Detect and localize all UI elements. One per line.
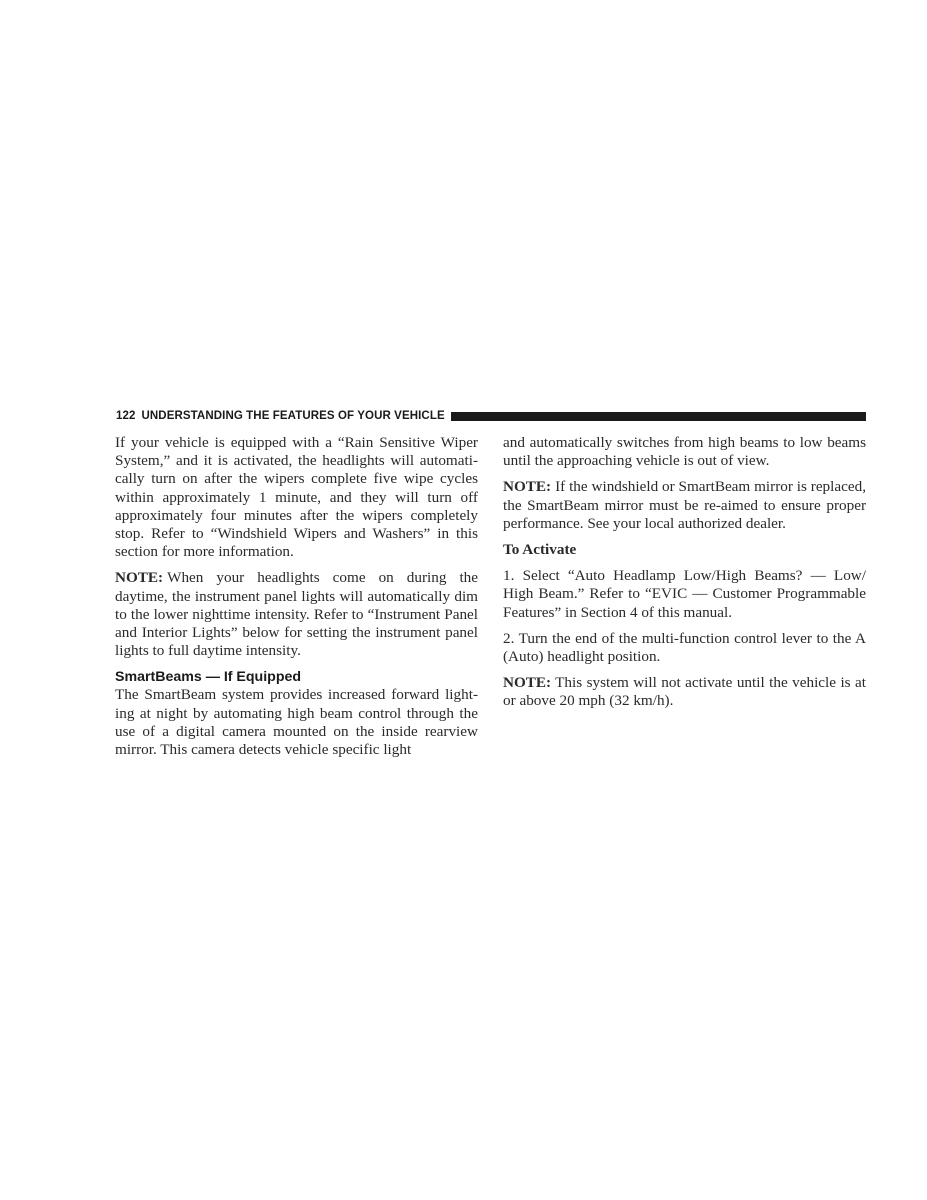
note-paragraph — [503, 478, 866, 533]
note-label: NOTE: — [503, 674, 552, 692]
note-text: If the windshield or SmartBeam mirror is replaced, the SmartBeam mirror must be re-aimed to ensure proper performance. See your local authorized dealer. — [503, 478, 866, 532]
right-column — [503, 434, 866, 719]
chapter-title: UNDERSTANDING THE FEATURES OF YOUR VEHICLE — [141, 410, 445, 422]
header-rule — [451, 412, 866, 421]
page-header — [116, 407, 866, 425]
page-number: 122 — [116, 410, 136, 422]
continuation-paragraph: and automatically switches from high beams to low beams until the approaching vehicle is out of view. — [503, 434, 866, 470]
note-text: When your headlights come on during the daytime, the instrument panel lights will automatically dim to the lower nighttime intensity. Refer to “Instrument Panel and Interior Lights” below for setting the instrument panel lights to full daytime intensity. — [115, 569, 478, 660]
left-column — [115, 434, 478, 767]
note-paragraph — [115, 569, 478, 660]
note-label: NOTE: — [503, 478, 552, 496]
smartbeam-paragraph: The SmartBeam system provides increased forward lighting at night by automating high beam control through the use of a digital camera mounted on the inside rearview mirror. This camera detects vehicle specific light — [115, 686, 478, 759]
step-2: 2. Turn the end of the multi-function control lever to the A (Auto) headlight position. — [503, 629, 866, 666]
note-label: NOTE: — [115, 569, 164, 587]
rain-sensor-paragraph: If your vehicle is equipped with a “Rain Sensitive Wiper System,” and it is activated, the headlights will automatically turn on after the wipers complete five wipe cycles within approximately 1 minute, and they will turn off approximately four minutes after the wipers completely stop. Refer to “Windshield Wipers and Washers” in this section for more information. — [115, 434, 478, 561]
note-text: This system will not activate until the vehicle is at or above 20 mph (32 km/h). — [503, 674, 866, 710]
subheading: To Activate — [503, 541, 577, 559]
note-paragraph — [503, 674, 866, 710]
section-heading: SmartBeams — If Equipped — [115, 669, 302, 686]
step-1: 1. Select “Auto Headlamp Low/High Beams? — Low/ High Beam.” Refer to “EVIC — Customer Programmable Features” in Section 4 of this manual. — [503, 567, 866, 621]
